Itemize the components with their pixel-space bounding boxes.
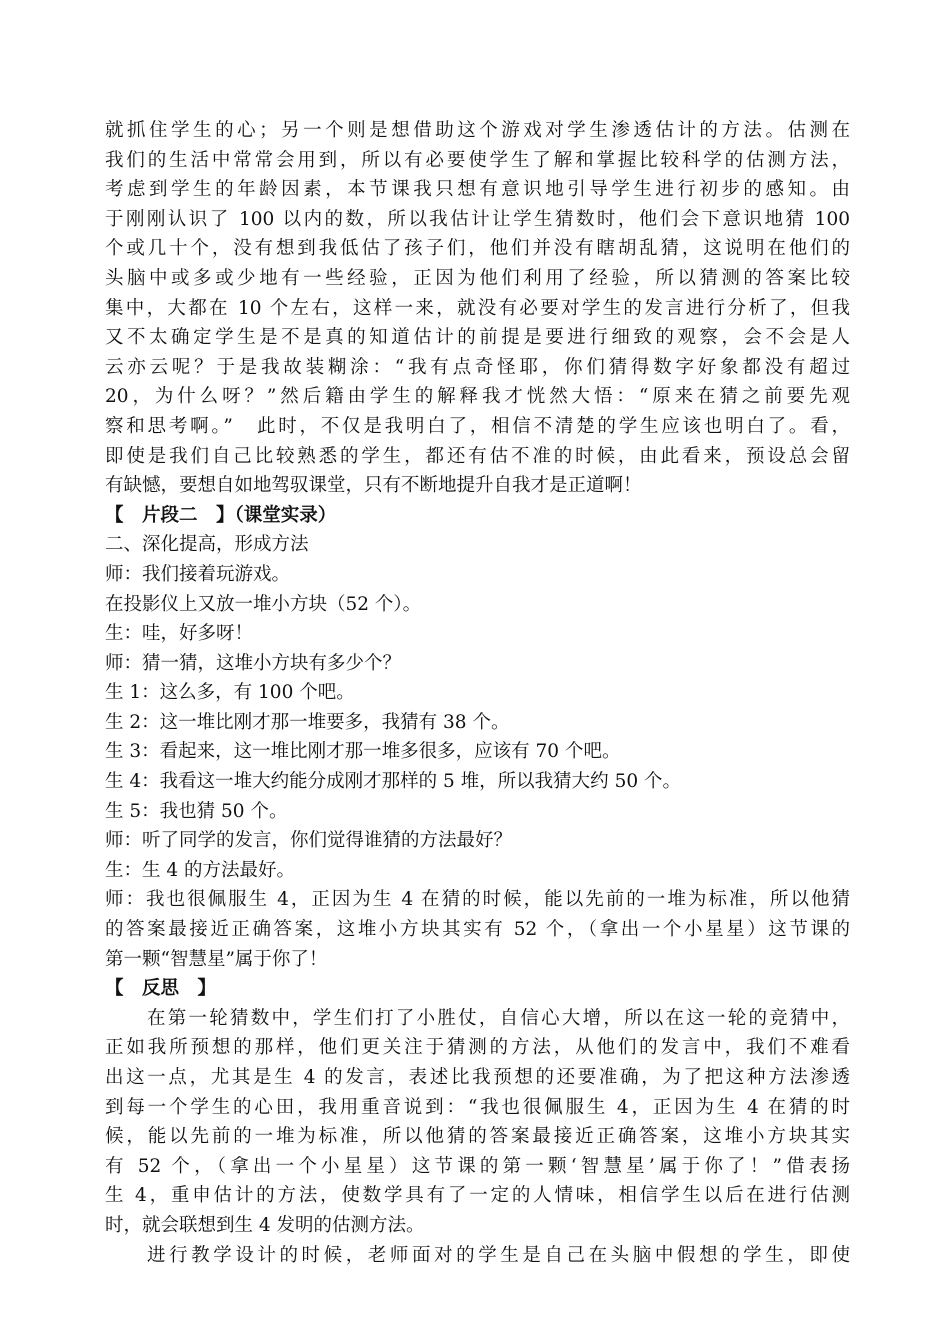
text-line: 到每一个学生的心田，我用重音说到：“我也很佩服生 4，正因为生 4 在猜的时 [105, 1096, 850, 1118]
text-line: 头脑中或多或少地有一些经验，正因为他们利用了经验，所以猜测的答案比较 [105, 267, 850, 289]
text-line: 候，能以先前的一堆为标准，所以他猜的答案最接近正确答案，这堆小方块其实 [105, 1126, 850, 1148]
text-line: 第一颗“智慧星”属于你了！ [105, 948, 328, 970]
text-line: 我们的生活中常常会用到，所以有必要使学生了解和掌握比较科学的估测方法， [105, 149, 850, 171]
text-line: 在第一轮猜数中，学生们打了小胜仗，自信心大增，所以在这一轮的竞猜中， [147, 1007, 850, 1029]
text-line: 又不太确定学生是不是真的知道估计的前提是要进行细致的观察，会不会是人 [105, 327, 850, 349]
text-line: 集中，大都在 10 个左右，这样一来，就没有必要对学生的发言进行分析了，但我 [105, 297, 850, 319]
record-line: 二、深化提高，形成方法 [105, 534, 309, 556]
record-line: 生 5：我也猜 50 个。 [105, 800, 288, 822]
record-line: 生 1：这么多，有 100 个吧。 [105, 682, 355, 704]
text-line: 进行教学设计的时候，老师面对的学生是自己在头脑中假想的学生，即使 [147, 1244, 850, 1266]
text-line: 生 4，重申估计的方法，使数学具有了一定的人情味，相信学生以后在进行估测 [105, 1185, 850, 1207]
reflection-paragraph-2 [105, 1004, 850, 1241]
record-line: 生 3：看起来，这一堆比刚才那一堆多很多，应该有 70 个吧。 [105, 741, 621, 763]
text-line: 有 52 个，（拿出一个小星星）这节课的第一颗‘智慧星’属于你了！”借表扬 [105, 1155, 850, 1177]
reflection-paragraph-1 [105, 116, 850, 501]
text-line: 正如我所预想的那样，他们更关注于猜测的方法，从他们的发言中，我们不难看 [105, 1037, 850, 1059]
record-line: 在投影仪上又放一堆小方块（52 个）。 [105, 593, 422, 615]
text-line: 出这一点，尤其是生 4 的发言，表述比我预想的还要准确，为了把这种方法渗透 [105, 1067, 850, 1088]
teacher-final-remark [105, 885, 850, 974]
text-line: 20，为什么呀？”然后籍由学生的解释我才恍然大悟：“原来在猜之前要先观 [105, 386, 850, 408]
record-line: 师：听了同学的发言，你们觉得谁猜的方法最好？ [105, 830, 513, 852]
classroom-record [105, 530, 850, 885]
closing-paragraph [105, 1241, 850, 1271]
reflection-heading: 【 反思 】 [105, 978, 217, 1000]
text-line: 于刚刚认识了 100 以内的数，所以我估计让学生猜数时，他们会下意识地猜 100 [105, 208, 850, 230]
document-body [105, 116, 850, 1270]
record-line: 师：猜一猜，这堆小方块有多少个？ [105, 652, 402, 674]
record-line: 生 2：这一堆比刚才那一堆要多，我猜有 38 个。 [105, 711, 510, 733]
record-line: 师：我们接着玩游戏。 [105, 563, 291, 585]
text-line: 即使是我们自己比较熟悉的学生，都还有估不准的时候，由此看来，预设总会留 [105, 445, 850, 467]
text-line: 师：我也很佩服生 4，正因为生 4 在猜的时候，能以先前的一堆为标准，所以他猜 [105, 889, 850, 911]
text-line: 时，就会联想到生 4 发明的估测方法。 [105, 1214, 425, 1236]
text-line: 察和思考啊。” 此时，不仅是我明白了，相信不清楚的学生应该也明白了。看， [105, 415, 850, 437]
text-line: 有缺憾，要想自如地驾驭课堂，只有不断地提升自我才是正道啊！ [105, 475, 642, 497]
record-line: 生 4：我看这一堆大约能分成刚才那样的 5 堆，所以我猜大约 50 个。 [105, 771, 681, 793]
text-line: 个或几十个，没有想到我低估了孩子们，他们并没有瞎胡乱猜，这说明在他们的 [105, 238, 850, 260]
section-heading: 【 片段二 】（课堂实录） [105, 504, 337, 526]
record-line: 生：哇，好多呀！ [105, 623, 254, 645]
text-line: 考虑到学生的年龄因素，本节课我只想有意识地引导学生进行初步的感知。由 [105, 179, 850, 201]
record-line: 生：生 4 的方法最好。 [105, 859, 296, 881]
text-line: 就抓住学生的心；另一个则是想借助这个游戏对学生渗透估计的方法。估测在 [105, 120, 850, 141]
text-line: 云亦云呢？于是我故装糊涂：“我有点奇怪耶，你们猜得数字好象都没有超过 [105, 356, 850, 378]
text-line: 的答案最接近正确答案，这堆小方块其实有 52 个，（拿出一个小星星）这节课的 [105, 919, 850, 941]
